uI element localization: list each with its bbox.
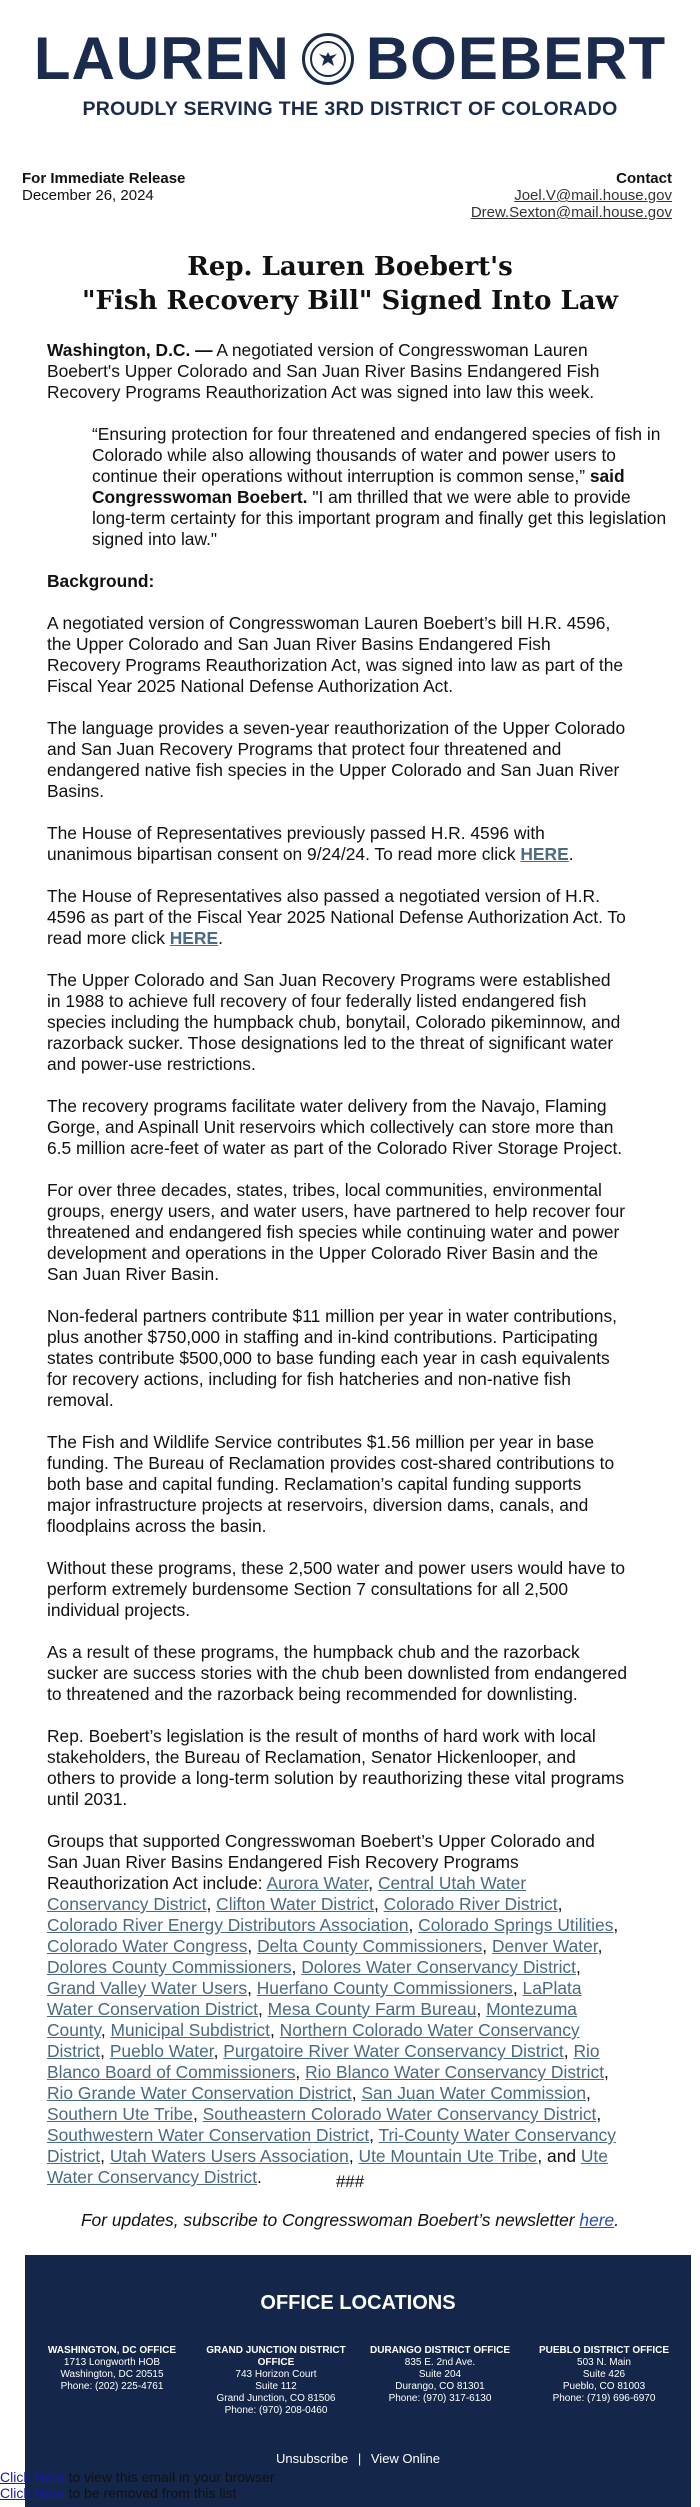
intro-paragraph (47, 340, 627, 403)
view-in-browser-line (0, 2469, 275, 2485)
view-online-link[interactable]: View Online (370, 2451, 441, 2466)
quote-speaker: said Congresswoman Boebert. (92, 466, 625, 507)
body-paragraph: The House of Representatives also passed a negotiated version of H.R. 4596 as part of the Fiscal Year 2025 National Defense Authorization Act. To read more click HERE. (47, 886, 626, 948)
office-line: 835 E. 2nd Ave. (404, 2357, 476, 2368)
office-name: PUEBLO DISTRICT OFFICE (539, 2345, 669, 2356)
office-line: Suite 112 (255, 2381, 297, 2392)
office-line: Washington, DC 20515 (60, 2369, 164, 2380)
quote-text: “Ensuring protection for four threatened and endangered species of fish in Colorado while also allowing thousands of water and power users to continue their operations without interruption is common sense,” (92, 424, 661, 486)
body-paragraph: For over three decades, states, tribes, local communities, environmental groups, energy users, and water users, have partnered to help recover four threatened and endangered fish species while continuing water and power development and operations in the Upper Colorado River Basin and the San Juan River Basin. (47, 1180, 626, 1284)
brand-name-last: BOEBERT (365, 25, 667, 92)
dateline: Washington, D.C. — (47, 340, 213, 360)
supporting-group-link[interactable]: Colorado River Energy Distributors Association (47, 1915, 409, 1935)
supporting-group-link[interactable]: Southern Ute Tribe (47, 2104, 193, 2124)
release-info (22, 170, 185, 204)
office-name: GRAND JUNCTION DISTRICT OFFICE (206, 2345, 346, 2368)
supporting-group-link[interactable]: Southwestern Water Conservation District (47, 2125, 370, 2145)
supporting-group-link[interactable]: San Juan Water Commission (361, 2083, 586, 2103)
supporting-group-link[interactable]: Utah Waters Users Association (109, 2146, 349, 2166)
supporting-group-link[interactable]: Southeastern Colorado Water Conservancy District (202, 2104, 597, 2124)
office-line: 1713 Longworth HOB (63, 2357, 161, 2368)
remove-from-list-line (0, 2485, 237, 2501)
newsletter-end: . (614, 2210, 620, 2230)
body-paragraph: The language provides a seven-year reauthorization of the Upper Colorado and San Juan Recovery Programs that protect four threatened and endangered native fish species in the Upper Colorado and San Juan River Basins. (47, 718, 626, 801)
end-mark: ### (335, 2172, 365, 2191)
supporting-group-link[interactable]: LaPlata Water Conservation District (47, 1978, 582, 2019)
office-line: Phone: (970) 208-0460 (224, 2405, 328, 2416)
office-item (529, 2345, 679, 2417)
footer-separator: | (357, 2451, 362, 2466)
supporting-group-link[interactable]: Clifton Water District (216, 1894, 374, 1914)
supporting-group-link[interactable]: Northern Colorado Water Conservancy District (47, 2020, 580, 2061)
supporting-group-link[interactable]: Montezuma County (47, 1999, 577, 2040)
quote-block (92, 424, 672, 550)
office-line: Pueblo, CO 81003 (562, 2381, 646, 2392)
supporting-group-link[interactable]: Tri-County Water Conservancy District (47, 2125, 616, 2166)
body-paragraph: Rep. Boebert’s legislation is the result of months of hard work with local stakeholders, the Bureau of Reclamation, Senator Hickenlooper, and others to provide a long-term solution by reauthorizing these vital programs until 2031. (47, 1726, 625, 1809)
footer-heading: OFFICE LOCATIONS (260, 2292, 456, 2314)
office-item (201, 2345, 351, 2417)
bottom-text: to view this email in your browser (64, 2469, 275, 2485)
supporting-group-link[interactable]: Municipal Subdistrict (110, 2020, 270, 2040)
brand-tagline: PROUDLY SERVING THE 3RD DISTRICT OF COLORADO (82, 98, 618, 120)
remove-from-list-link[interactable]: Click Here (0, 2485, 65, 2501)
body-paragraph: The House of Representatives previously passed H.R. 4596 with unanimous bipartisan consent on 9/24/24. To read more click HERE. (47, 823, 574, 864)
office-name: WASHINGTON, DC OFFICE (47, 2345, 177, 2356)
contact-info (471, 170, 672, 221)
office-line: Phone: (202) 225-4761 (60, 2381, 164, 2392)
office-line: Suite 426 (582, 2369, 626, 2380)
unsubscribe-link[interactable]: Unsubscribe (275, 2451, 349, 2466)
view-in-browser-link[interactable]: Click Here (0, 2469, 65, 2485)
press-release-body (47, 340, 667, 2209)
office-list (25, 2345, 691, 2417)
newsletter-cta (0, 2210, 700, 2231)
supporting-group-link[interactable]: Denver Water (491, 1936, 598, 1956)
footer-links (25, 2451, 691, 2466)
body-paragraph: A negotiated version of Congresswoman Lauren Boebert’s bill H.R. 4596, the Upper Colorado and San Juan River Basins Endangered Fish Recovery Programs Reauthorization Act, was signed into law as part of the Fiscal Year 2025 National Defense Authorization Act. (47, 613, 624, 696)
title-line: "Fish Recovery Bill" Signed Into Law (82, 286, 618, 316)
body-paragraph: The Upper Colorado and San Juan Recovery Programs were established in 1988 to achieve full recovery of four federally listed endangered fish species including the humpback chub, bonytail, Colorado pikeminnow, and razorback sucker. Those designations led to the threat of significant water and power-use restrictions. (47, 970, 621, 1074)
contact-email-link[interactable]: Drew.Sexton@mail.house.gov (470, 204, 672, 221)
body-paragraph: Non-federal partners contribute $11 million per year in water contributions, plus another $750,000 in staffing and in-kind contributions. Participating states contribute $500,000 to base funding each year in cash equivalents for recovery actions, including for fish hatcheries and non-native fish removal. (47, 1306, 617, 1410)
release-label: For Immediate Release (22, 170, 186, 187)
congressional-seal-icon (302, 33, 354, 85)
read-more-link[interactable]: HERE (169, 928, 219, 948)
supporting-group-link[interactable]: Rio Grande Water Conservation District (47, 2083, 352, 2103)
paragraph-text: The House of Representatives previously passed H.R. 4596 with unanimous bipartisan consent on 9/24/24. To read more click (47, 823, 545, 864)
supporting-groups-paragraph (47, 1831, 627, 2188)
supporting-group-link[interactable]: Rio Blanco Board of Commissioners (47, 2041, 600, 2082)
supporting-group-link[interactable]: Huerfano County Commissioners (256, 1978, 513, 1998)
quote-text: "I am thrilled that we were able to provide long-term certainty for this important program and finally get this legislation signed into law." (92, 487, 667, 549)
newsletter-text: For updates, subscribe to Congresswoman Boebert’s newsletter (80, 2210, 580, 2230)
supporting-group-link[interactable]: Grand Valley Water Users (47, 1978, 248, 1998)
office-line: Phone: (970) 317-6130 (388, 2393, 492, 2404)
supporting-group-link[interactable]: Dolores County Commissioners (47, 1957, 292, 1977)
office-name: DURANGO DISTRICT OFFICE (370, 2345, 510, 2356)
supporting-group-link[interactable]: Rio Blanco Water Conservancy District (305, 2062, 605, 2082)
office-item (37, 2345, 187, 2417)
office-line: Durango, CO 81301 (395, 2381, 485, 2392)
body-paragraph: Without these programs, these 2,500 water and power users would have to perform extremely burdensome Section 7 consultations for all 2,500 individual projects. (47, 1558, 626, 1620)
body-paragraph: The Fish and Wildlife Service contributes $1.56 million per year in base funding. The Bureau of Reclamation provides cost-shared contributions to both base and capital funding. Reclamation’s capital funding supports major infrastructure projects at reservoirs, diversion dams, canals, and floodplains across the basin. (47, 1432, 615, 1536)
brand-name-first: LAUREN (33, 25, 290, 92)
groups-list: Aurora Water, Central Utah Water Conservancy District, Clifton Water District, Colorado River District, Colorado River Energy Distributors Association, Colorado Springs Utilities, Colorado Water Congress, Delta County Commissioners, Denver Water, Dolores County Commissioners, Dolores Water Conservancy District, Grand Valley Water Users, Huerfano County Commissioners, LaPlata Water Conservation District, Mesa County Farm Bureau, Montezuma County, Municipal Subdistrict, Northern Colorado Water Conservancy District, Pueblo Water, Purgatoire River Water Conservancy District, Rio Blanco Board of Commissioners, Rio Blanco Water Conservancy District, Rio Grande Water Conservation District, San Juan Water Commission, Southern Ute Tribe, Southeastern Colorado Water Conservancy District, Southwestern Water Conservation District, Tri-County Water Conservancy District, Utah Waters Users Association, Ute Mountain Ute Tribe, and Ute Water Conservancy District. (47, 1873, 619, 2187)
contact-label: Contact (616, 170, 672, 187)
supporting-group-link[interactable]: Delta County Commissioners (257, 1936, 483, 1956)
eagle-icon (310, 41, 346, 77)
office-line: 503 N. Main (577, 2357, 631, 2368)
intro-text: A negotiated version of Congresswoman Lauren Boebert's Upper Colorado and San Juan River Basins Endangered Fish Recovery Programs Reauthorization Act was signed into law this week. (47, 340, 600, 402)
read-more-link[interactable]: HERE (520, 844, 569, 864)
supporting-group-link[interactable]: Colorado Water Congress (47, 1936, 248, 1956)
office-line: Suite 204 (418, 2369, 462, 2380)
press-release-title (25, 250, 675, 318)
supporting-group-link[interactable]: Central Utah Water Conservancy District (47, 1873, 527, 1914)
office-item (365, 2345, 515, 2417)
groups-intro: Groups that supported Congresswoman Boebert’s Upper Colorado and San Juan River Basins Endangered Fish Recovery Programs Reauthorization Act include: (47, 1831, 595, 1893)
supporting-group-link[interactable]: Ute Water Conservancy District (47, 2146, 608, 2187)
office-line: 743 Horizon Court (235, 2369, 317, 2380)
paragraph-text: The House of Representatives also passed a negotiated version of H.R. 4596 as part of the Fiscal Year 2025 National Defense Authorization Act. To read more click (47, 886, 626, 948)
contact-email-link[interactable]: Joel.V@mail.house.gov (514, 187, 672, 204)
brand-name (25, 25, 675, 92)
supporting-group-link[interactable]: Dolores Water Conservancy District (301, 1957, 576, 1977)
body-paragraph: The recovery programs facilitate water delivery from the Navajo, Flaming Gorge, and Aspinall Unit reservoirs which collectively can store more than 6.5 million acre-feet of water as part of the Colorado River Storage Project. (47, 1096, 623, 1158)
background-heading: Background: (47, 571, 155, 591)
supporting-group-link[interactable]: Colorado Springs Utilities (418, 1915, 614, 1935)
supporting-group-link[interactable]: Ute Mountain Ute Tribe (358, 2146, 538, 2166)
supporting-group-link[interactable]: Colorado River District (383, 1894, 558, 1914)
supporting-group-link[interactable]: Purgatoire River Water Conservancy District (223, 2041, 564, 2061)
office-line: Grand Junction, CO 81506 (216, 2393, 336, 2404)
brand-banner (25, 0, 675, 121)
supporting-group-link[interactable]: Mesa County Farm Bureau (267, 1999, 477, 2019)
supporting-group-link[interactable]: Aurora Water (266, 1873, 369, 1893)
title-line: Rep. Lauren Boebert's (187, 252, 513, 282)
newsletter-link[interactable]: here (579, 2210, 615, 2230)
email-header (25, 0, 675, 121)
bottom-text: to be removed from this list (64, 2485, 237, 2501)
body-paragraph: As a result of these programs, the humpback chub and the razorback sucker are success stories with the chub been downlisted from endangered to threatened and the razorback being recommended for downlisting. (47, 1642, 628, 1704)
release-date: December 26, 2024 (22, 187, 154, 204)
supporting-group-link[interactable]: Pueblo Water (109, 2041, 214, 2061)
office-line: Phone: (719) 696-6970 (552, 2393, 656, 2404)
